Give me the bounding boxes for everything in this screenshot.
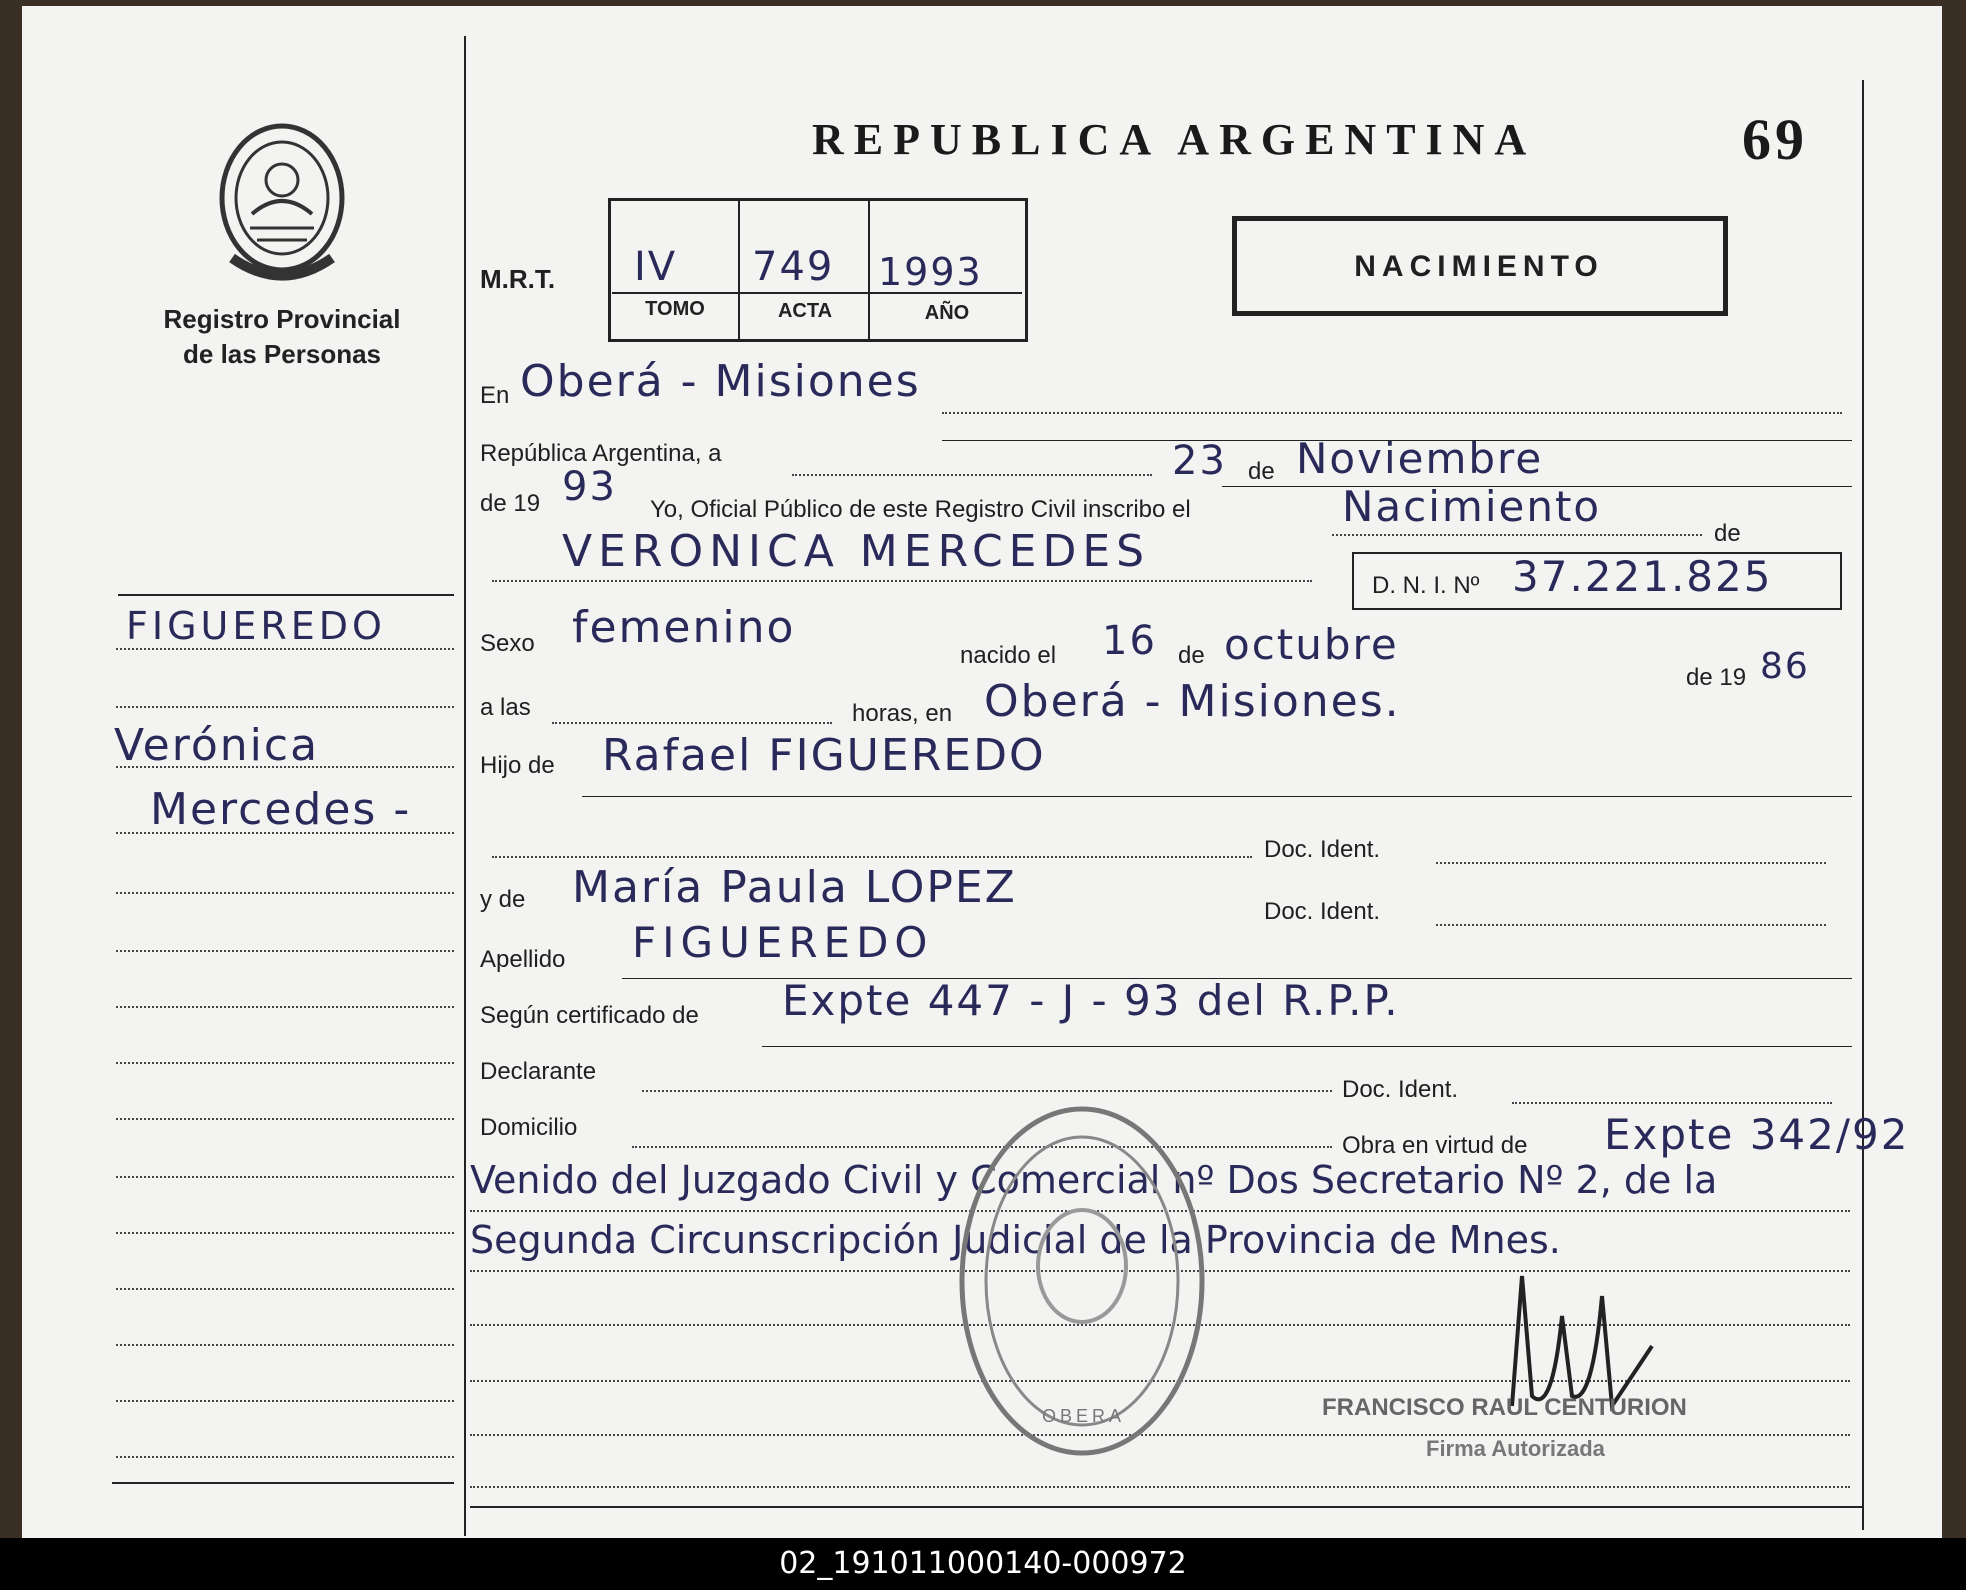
acto-de-label: de (1714, 520, 1741, 547)
nombre-underline (492, 580, 1312, 582)
left-column-divider (464, 36, 466, 1536)
day-value: 23 (1172, 438, 1227, 484)
dni-label: D. N. I. Nº (1372, 572, 1480, 599)
obra-value: Expte 342/92 (1604, 1110, 1910, 1159)
country-title: REPUBLICA ARGENTINA (812, 115, 1537, 164)
apellido-label: Apellido (480, 946, 566, 973)
nota-line2: Segunda Circunscripción Judicial de la Provincia de Mnes. (470, 1218, 1561, 1262)
en-underline (942, 412, 1842, 414)
horas-label: horas, en (852, 700, 953, 727)
record-type: NACIMIENTO (1354, 250, 1604, 283)
obra-label: Obra en virtud de (1342, 1132, 1528, 1159)
nacido-year-prefix: de 19 (1686, 664, 1747, 691)
nacido-day: 16 (1102, 618, 1157, 664)
segun-value: Expte 447 - J - 93 del R.P.P. (782, 976, 1400, 1025)
nacido-month: octubre (1224, 620, 1399, 669)
sexo-label: Sexo (480, 630, 535, 657)
day-de-label: de (1248, 458, 1275, 485)
oficial-text: Yo, Oficial Público de este Registro Civil inscribo el (650, 496, 1191, 523)
margin-bottom-rule (112, 1482, 454, 1484)
hijo-label: Hijo de (480, 752, 555, 779)
margin-line (116, 1288, 454, 1290)
signatory-name: FRANCISCO RAUL CENTURION (1322, 1394, 1687, 1421)
padre-doc-value (1436, 862, 1826, 864)
margin-line (116, 1118, 454, 1120)
acta-value: 749 (752, 244, 835, 290)
margin-line (116, 1456, 454, 1458)
en-label: En (480, 382, 510, 409)
signatory-role: Firma Autorizada (1426, 1436, 1605, 1461)
acta-label: ACTA (777, 300, 833, 322)
declarante-doc-label: Doc. Ident. (1342, 1076, 1459, 1103)
margin-line (116, 832, 454, 834)
margin-given2: Mercedes - (150, 784, 412, 835)
apellido-value: FIGUEREDO (632, 918, 934, 967)
registry-box-divider (738, 198, 740, 339)
month-value: Noviembre (1296, 434, 1544, 483)
year-prefix: de 19 (480, 490, 541, 517)
rule (762, 1046, 1852, 1047)
tomo-value: IV (634, 244, 678, 290)
anio-value: 1993 (878, 250, 983, 294)
registry-label-line1: Registro Provincial (163, 304, 401, 334)
bottom-rule (470, 1506, 1862, 1508)
republica-label: República Argentina, a (480, 440, 722, 467)
madre-doc-value (1436, 924, 1826, 926)
blank-line (470, 1486, 1850, 1488)
margin-line (116, 1232, 454, 1234)
margin-line (116, 1006, 454, 1008)
rule (582, 796, 1852, 797)
declarante-label: Declarante (480, 1058, 597, 1085)
provincial-seal-icon (212, 118, 352, 288)
republica-underline (792, 474, 1152, 476)
declarante-doc-value (1512, 1102, 1832, 1104)
nombre-value: VERONICA MERCEDES (562, 526, 1151, 577)
y-de-label: y de (480, 886, 526, 913)
segun-label: Según certificado de (480, 1002, 699, 1029)
margin-line (116, 950, 454, 952)
mrt-label: M.R.T. (480, 264, 556, 294)
sexo-value: femenino (572, 602, 796, 653)
page-number: 69 (1742, 107, 1808, 172)
margin-line (116, 1344, 454, 1346)
a-las-label: a las (480, 694, 531, 721)
margin-line (116, 706, 454, 708)
margin-line (116, 648, 454, 650)
tomo-label: TOMO (645, 298, 705, 320)
year-suffix: 93 (562, 464, 617, 510)
madre-doc-label: Doc. Ident. (1264, 898, 1381, 925)
right-border (1862, 80, 1864, 1530)
domicilio-label: Domicilio (480, 1114, 578, 1141)
a-las-underline (552, 722, 832, 724)
anio-label: AÑO (924, 302, 970, 324)
registry-box-divider (868, 198, 870, 339)
margin-line (116, 1176, 454, 1178)
nacido-label: nacido el (960, 642, 1057, 669)
acto-underline (1332, 534, 1702, 536)
dni-value: 37.221.825 (1512, 552, 1773, 601)
nota-line1: Venido del Juzgado Civil y Comercial nº Dos Secretario Nº 2, de la (470, 1158, 1718, 1202)
image-id-caption: 02_191011000140-000972 (0, 1538, 1966, 1590)
en-value: Oberá - Misiones (520, 356, 921, 407)
padre-doc-underline (492, 856, 1252, 858)
padre-value: Rafael FIGUEREDO (602, 730, 1046, 781)
margin-rule (118, 594, 454, 596)
margin-line (116, 766, 454, 768)
padre-doc-label: Doc. Ident. (1264, 836, 1381, 863)
madre-value: María Paula LOPEZ (572, 862, 1017, 913)
lugar-value: Oberá - Misiones. (984, 676, 1401, 727)
acto-value: Nacimiento (1342, 482, 1602, 531)
margin-given1: Verónica (114, 720, 320, 771)
registry-label-line2: de las Personas (183, 339, 381, 369)
nacido-de-label: de (1178, 642, 1205, 669)
margin-line (116, 892, 454, 894)
margin-surname: FIGUEREDO (126, 604, 386, 648)
margin-line (116, 1400, 454, 1402)
nacido-year-suffix: 86 (1760, 646, 1810, 687)
birth-certificate-page (22, 6, 1942, 1538)
registry-label (152, 302, 412, 372)
declarante-underline (642, 1090, 1332, 1092)
margin-line (116, 1062, 454, 1064)
stamp-text: OBERA (1042, 1406, 1126, 1426)
